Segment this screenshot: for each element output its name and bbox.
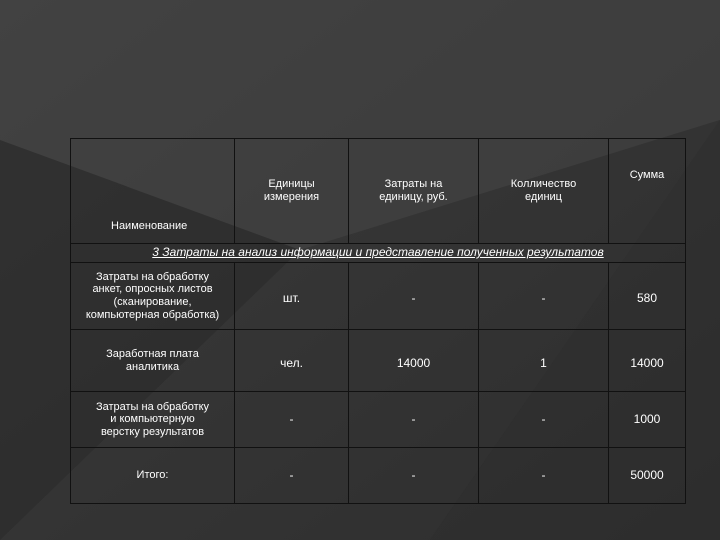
header-cost-line2: единицу, руб.	[379, 191, 448, 203]
row-qty: -	[479, 263, 609, 330]
header-cost-line1: Затраты на	[384, 178, 443, 191]
row-name-line: верстку результатов	[100, 425, 205, 438]
header-sum: Сумма	[609, 139, 686, 244]
row-sum: 14000	[609, 330, 686, 392]
header-unit-line1: Единицы	[268, 178, 315, 191]
row-name	[71, 448, 235, 504]
row-qty: -	[479, 448, 609, 504]
row-unit: чел.	[235, 330, 349, 392]
section-title: 3 Затраты на анализ информации и представление полученных результатов	[71, 244, 686, 263]
header-cost	[349, 139, 479, 244]
header-qty-line1: Колличество	[510, 178, 577, 191]
row-sum: 580	[609, 263, 686, 330]
table-row	[71, 263, 686, 330]
row-name-line: аналитика	[125, 360, 180, 373]
row-qty: 1	[479, 330, 609, 392]
row-name-line: Затраты на обработку	[95, 400, 210, 413]
row-name-line: Заработная плата	[106, 347, 199, 360]
cost-table	[70, 138, 686, 504]
row-unit: -	[235, 448, 349, 504]
row-name-line: анкет, опросных листов	[92, 283, 213, 296]
row-name	[71, 263, 235, 330]
row-name-line: Затраты на обработку	[95, 270, 210, 283]
header-unit	[235, 139, 349, 244]
row-name-line: компьютерная обработка)	[85, 308, 220, 321]
row-name	[71, 392, 235, 448]
row-qty: -	[479, 392, 609, 448]
header-unit-line2: измерения	[263, 191, 320, 203]
row-sum: 50000	[609, 448, 686, 504]
row-name	[71, 330, 235, 392]
table-row-total	[71, 448, 686, 504]
header-row	[71, 139, 686, 244]
header-name: Наименование	[71, 139, 235, 244]
row-cost: -	[349, 448, 479, 504]
section-row	[71, 244, 686, 263]
row-name-line: и компьютерную	[110, 413, 195, 426]
header-qty	[479, 139, 609, 244]
row-unit: -	[235, 392, 349, 448]
table-row	[71, 392, 686, 448]
row-sum: 1000	[609, 392, 686, 448]
row-name-line: (сканирование,	[113, 296, 192, 308]
table-row	[71, 330, 686, 392]
row-cost: -	[349, 392, 479, 448]
row-name-line: Итого:	[136, 469, 169, 482]
row-cost: -	[349, 263, 479, 330]
row-cost: 14000	[349, 330, 479, 392]
row-unit: шт.	[235, 263, 349, 330]
header-qty-line2: единиц	[525, 191, 562, 203]
